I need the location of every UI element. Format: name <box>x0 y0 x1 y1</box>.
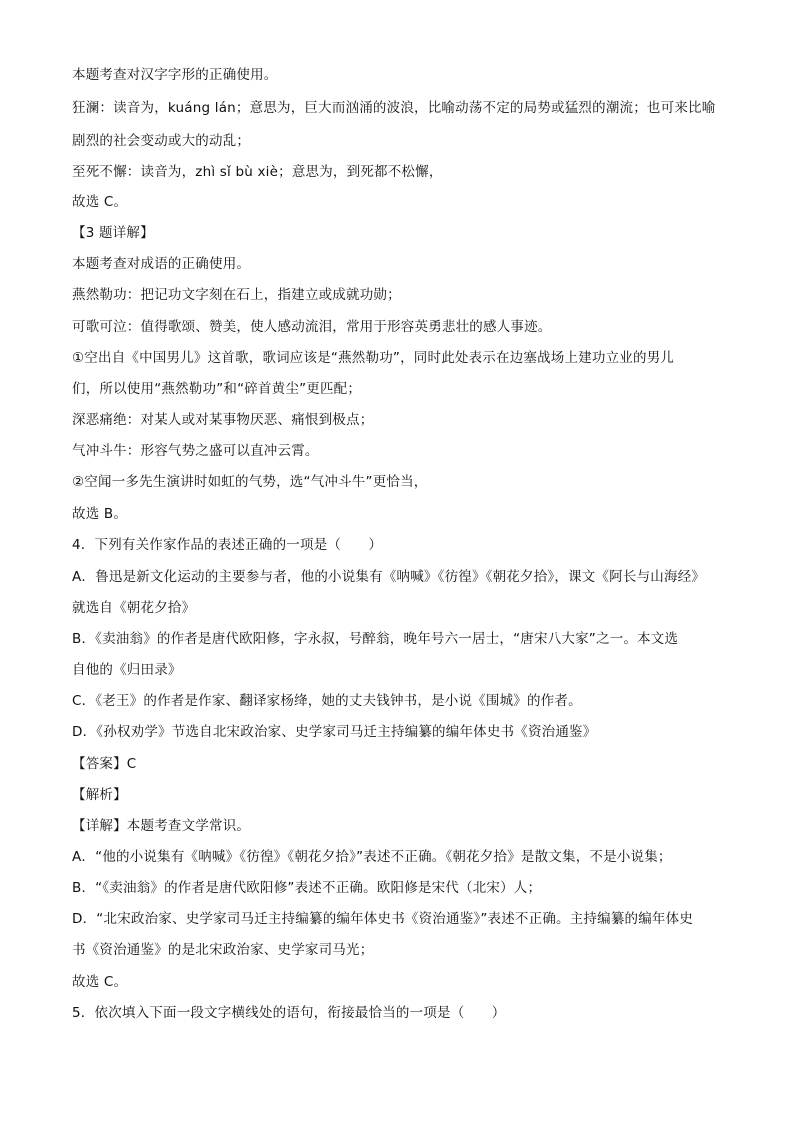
text-line: 故选 C。 <box>72 194 128 210</box>
text-line: 狂澜：读音为，kuáng lán；意思为，巨大而汹涌的波浪，比喻动荡不定的局势或猛烈的潮流；也可来比喻 <box>72 100 716 116</box>
answer-label: 【答案】C <box>72 756 137 772</box>
text-line: A．“他的小说集有《呐喊》《彷徨》《朝花夕拾》”表述不正确。《朝花夕拾》是散文集，不是小说集； <box>72 849 672 865</box>
question-stem: 5．依次填入下面一段文字横线处的语句，衔接最恰当的一项是（ ） <box>72 1005 506 1021</box>
detail-label: 【详解】本题考查文学常识。 <box>72 818 251 834</box>
option-a: A．鲁迅是新文化运动的主要参与者，他的小说集有《呐喊》《彷徨》《朝花夕拾》，课文《阿长与山海经》 <box>72 569 706 585</box>
text-line: B．“《卖油翁》的作者是唐代欧阳修”表述不正确。欧阳修是宋代（北宋）人； <box>72 880 542 896</box>
text-line: D．“北宋政治家、史学家司马迁主持编纂的编年体史书《资治通鉴》”表述不正确。主持编纂的编年体史 <box>72 911 694 927</box>
option-c: C．《老王》的作者是作家、翻译家杨绛，她的丈夫钱钟书，是小说《围城》的作者。 <box>72 693 582 709</box>
text-line: 至死不懈：读音为，zhì sǐ bù xiè；意思为，到死都不松懈， <box>72 164 443 180</box>
option-d: D．《孙权劝学》节选自北宋政治家、史学家司马迁主持编纂的编年体史书《资治通鉴》 <box>72 724 597 740</box>
option-b: B．《卖油翁》的作者是唐代欧阳修，字永叔，号醉翁，晚年号六一居士，“唐宋八大家”之一。本文选 <box>72 631 679 647</box>
text-line: 们，所以使用“燕然勒功”和“碎首黄尘”更匹配； <box>72 381 362 397</box>
section-heading: 【3 题详解】 <box>72 225 154 241</box>
text-line: 故选 C。 <box>72 974 128 990</box>
option-b-cont: 自他的《归田录》 <box>72 662 182 678</box>
question-stem: 4．下列有关作家作品的表述正确的一项是（ ） <box>72 537 383 553</box>
text-line: 本题考查对汉字字形的正确使用。 <box>72 67 278 83</box>
text-line: 气冲斗牛：形容气势之盛可以直冲云霄。 <box>72 443 319 459</box>
text-line: ②空闻一多先生演讲时如虹的气势，选“气冲斗牛”更恰当， <box>72 474 428 490</box>
text-line: 故选 B。 <box>72 506 128 522</box>
text-line: 本题考查对成语的正确使用。 <box>72 256 251 272</box>
option-a-cont: 就选自《朝花夕拾》 <box>72 600 196 616</box>
text-line: 深恶痛绝：对某人或对某事物厌恶、痛恨到极点； <box>72 412 374 428</box>
text-line: 可歌可泣：值得歌颂、赞美，使人感动流泪，常用于形容英勇悲壮的感人事迹。 <box>72 319 552 335</box>
text-line: 剧烈的社会变动或大的动乱； <box>72 133 251 149</box>
text-line: ①空出自《中国男儿》这首歌，歌词应该是“燕然勒功”，同时此处表示在边塞战场上建功立业的男儿 <box>72 350 675 366</box>
analysis-label: 【解析】 <box>72 787 127 803</box>
text-line: 燕然勒功：把记功文字刻在石上，指建立或成就功勋； <box>72 287 401 303</box>
text-line: 书《资治通鉴》的是北宋政治家、史学家司马光； <box>72 942 374 958</box>
